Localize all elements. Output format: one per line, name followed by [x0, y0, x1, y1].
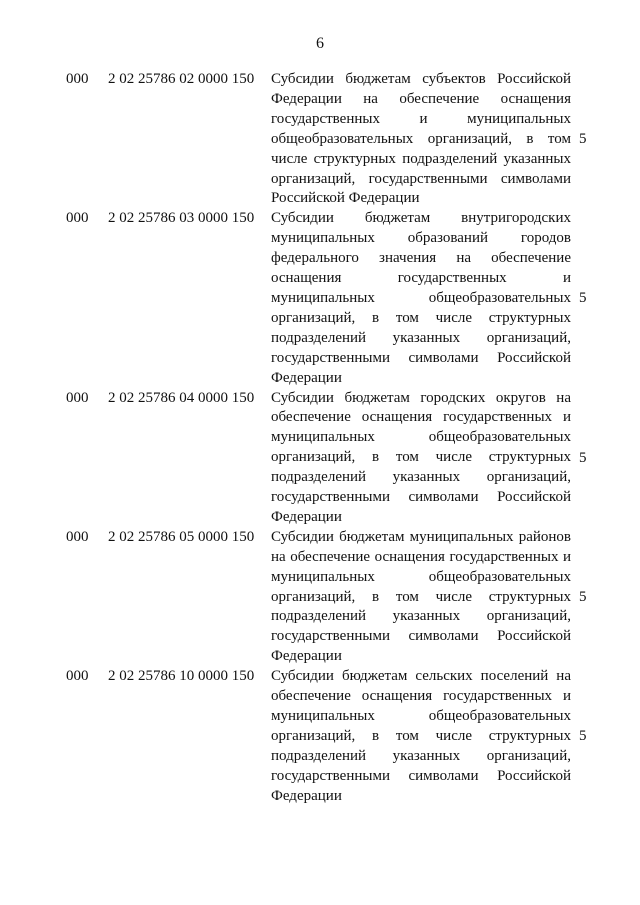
table-row: [0, 70, 640, 209]
version-number: 5: [579, 131, 587, 147]
version-number: 5: [579, 290, 587, 307]
row-description: Субсидии бюджетам городских округов на обеспечение оснащения государственных и муниципальных общеобразовательных организаций, в том числе структурных подразделений указанных организаций, государственными символами Российской Федерации: [271, 389, 571, 525]
kbk-code: 2 02 25786 05 0000 150: [108, 528, 255, 545]
table-row: [0, 528, 640, 667]
row-description: Субсидии бюджетам внутригородских муниципальных образований городов федерального значения на обеспечение оснащения государственных и муниципальных общеобразовательных организаций, в том числе структурных подразделений указанных организаций, государственными символами Российской Федерации: [271, 210, 571, 386]
page-number: 6: [316, 35, 324, 52]
kbk-code: 2 02 25786 10 0000 150: [108, 668, 255, 685]
kbk-code: 2 02 25786 04 0000 150: [108, 389, 255, 406]
budget-codes-table: [0, 70, 640, 807]
version-number: 5: [579, 588, 587, 605]
row-description: Субсидии бюджетам сельских поселений на обеспечение оснащения государственных и муниципальных общеобразовательных организаций, в том числе структурных подразделений указанных организаций, государственными символами Российской Федерации: [271, 668, 571, 804]
admin-code: 000: [66, 668, 89, 685]
table-row: [0, 209, 640, 388]
table-row: [0, 389, 640, 528]
kbk-code: 2 02 25786 02 0000 150: [108, 71, 255, 87]
admin-code: 000: [66, 210, 89, 227]
row-description: Субсидии бюджетам субъектов Российской Федерации на обеспечение оснащения государственных и муниципальных общеобразовательных организаций, в том числе структурных подразделений указанных организаций, государственными символами Российской Федерации: [271, 71, 571, 207]
table-row: [0, 667, 640, 806]
admin-code: 000: [66, 389, 89, 406]
version-number: 5: [579, 728, 587, 745]
admin-code: 000: [66, 71, 89, 87]
row-description: Субсидии бюджетам муниципальных районов на обеспечение оснащения государственных и муниципальных общеобразовательных организаций, в том числе структурных подразделений указанных организаций, государственными символами Российской Федерации: [271, 528, 571, 665]
kbk-code: 2 02 25786 03 0000 150: [108, 210, 255, 227]
admin-code: 000: [66, 528, 89, 545]
version-number: 5: [579, 449, 587, 466]
